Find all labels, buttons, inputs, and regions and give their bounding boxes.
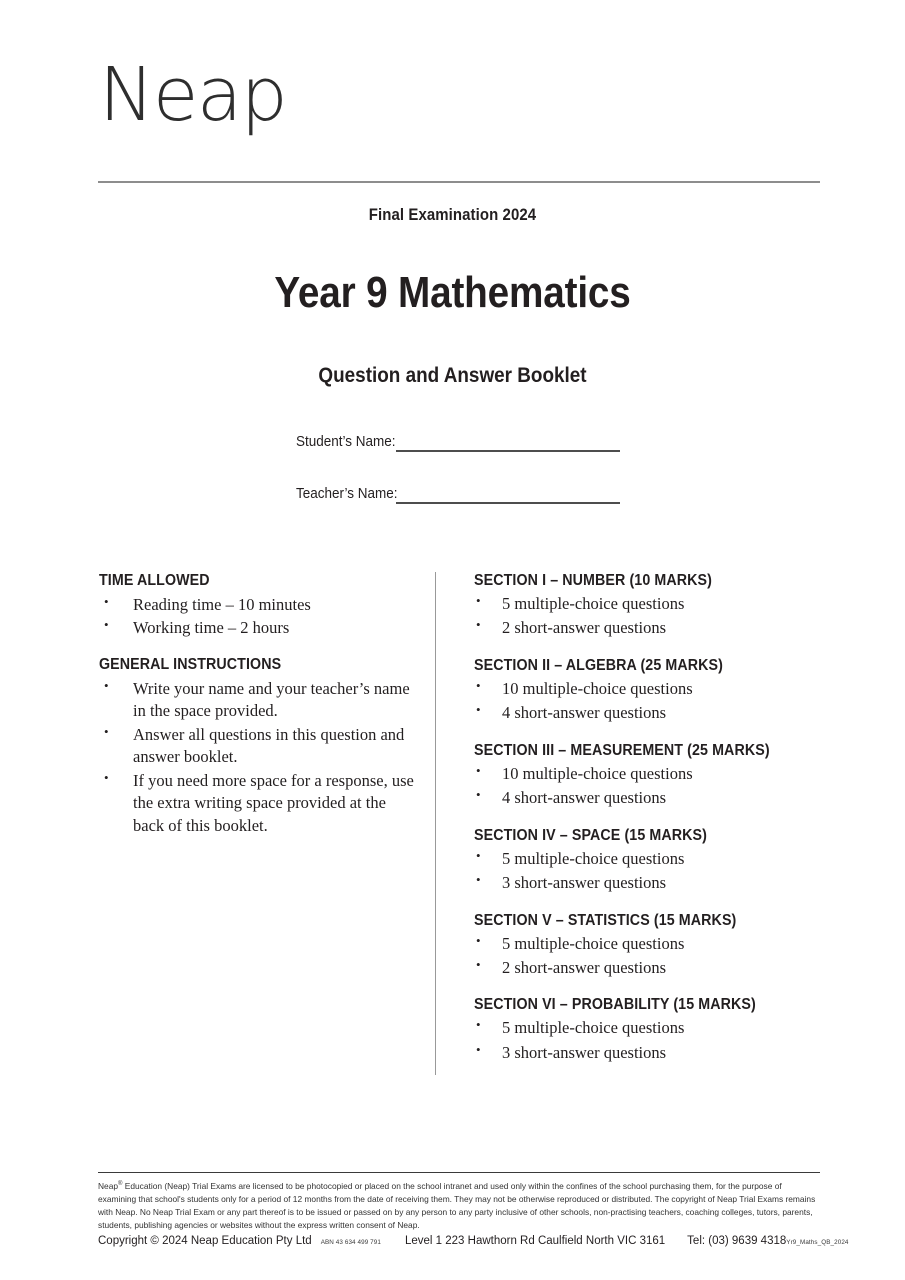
section-probability xyxy=(474,996,814,1064)
time-allowed-block xyxy=(99,572,419,640)
student-name-label: Student’s Name: xyxy=(296,433,396,450)
general-instructions-heading: GENERAL INSTRUCTIONS xyxy=(99,655,282,673)
instructions-column xyxy=(99,572,419,838)
telephone-text: Tel: (03) 9639 4318 xyxy=(687,1235,787,1247)
teacher-name-writing-line[interactable] xyxy=(396,502,620,504)
list-item: • Reading time – 10 minutes xyxy=(99,594,419,616)
section-heading: SECTION IV – SPACE (15 MARKS) xyxy=(474,826,707,844)
teacher-name-field[interactable] xyxy=(296,485,409,502)
page-title: Year 9 Mathematics xyxy=(274,268,631,317)
section-item-list xyxy=(474,678,814,725)
list-item: • 4 short-answer questions xyxy=(474,702,814,724)
list-item: • 5 multiple-choice questions xyxy=(474,848,814,870)
address-text: Level 1 223 Hawthorn Rd Caulfield North VIC 3161 xyxy=(404,1235,666,1247)
list-item: • 2 short-answer questions xyxy=(474,957,814,979)
document-code: Yr9_Maths_QB_2024 xyxy=(786,1239,849,1246)
licence-body: Education (Neap) Trial Exams are licensed to be photocopied or placed on the school intranet and used only within the confines of the school purchasing them, for the purpose of examining that school's students only for a period of 12 months from the date of receiving them. They may not be otherwise reproduced or distributed. The copyright of Neap Trial Exams remains with Neap. No Neap Trial Exam or any part thereof is to be issued or passed on by any person to any party inclusive of other schools, non-practising teachers, coaching colleges, tutors, parents, students, publishing agencies or websites without the express written consent of Neap. xyxy=(98,1181,816,1231)
student-name-writing-line[interactable] xyxy=(396,450,620,452)
section-measurement xyxy=(474,742,814,810)
header-divider xyxy=(98,181,820,183)
licence-brand: Neap xyxy=(98,1181,119,1191)
exam-session-label: Final Examination 2024 xyxy=(368,205,537,224)
list-item: • 5 multiple-choice questions xyxy=(474,933,814,955)
list-item: • 3 short-answer questions xyxy=(474,1042,814,1064)
abn-text: ABN 43 634 499 791 xyxy=(320,1239,381,1246)
list-item: • 4 short-answer questions xyxy=(474,787,814,809)
footer-divider xyxy=(98,1172,820,1173)
section-heading: SECTION II – ALGEBRA (25 MARKS) xyxy=(474,656,724,674)
column-divider xyxy=(435,572,436,1075)
neap-logo: Neap xyxy=(99,52,287,138)
general-instructions-list xyxy=(99,678,419,837)
list-item: • 5 multiple-choice questions xyxy=(474,593,814,615)
section-item-list xyxy=(474,848,814,895)
list-item: • 5 multiple-choice questions xyxy=(474,1017,814,1039)
section-item-list xyxy=(474,593,814,640)
time-allowed-heading: TIME ALLOWED xyxy=(99,572,210,589)
licence-fine-print xyxy=(98,1180,822,1232)
list-item: • 10 multiple-choice questions xyxy=(474,763,814,785)
time-allowed-list xyxy=(99,594,419,640)
registered-trademark-icon: ® xyxy=(118,1181,123,1188)
section-item-list xyxy=(474,933,814,980)
general-instructions-block xyxy=(99,656,419,837)
section-heading: SECTION III – MEASUREMENT (25 MARKS) xyxy=(474,741,770,759)
section-item-list xyxy=(474,1017,814,1064)
section-algebra xyxy=(474,657,814,725)
teacher-name-label: Teacher’s Name: xyxy=(296,485,398,502)
section-item-list xyxy=(474,763,814,810)
section-statistics xyxy=(474,912,814,980)
list-item: • 3 short-answer questions xyxy=(474,872,814,894)
list-item: • 10 multiple-choice questions xyxy=(474,678,814,700)
section-space xyxy=(474,827,814,895)
list-item: • If you need more space for a response, use the extra writing space provided at the back of this booklet. xyxy=(99,770,419,837)
page-subtitle: Question and Answer Booklet xyxy=(318,364,587,387)
student-name-field[interactable] xyxy=(296,433,407,450)
list-item: • 2 short-answer questions xyxy=(474,617,814,639)
list-item: • Working time – 2 hours xyxy=(99,617,419,639)
list-item: • Answer all questions in this question and answer booklet. xyxy=(99,724,419,769)
section-heading: SECTION V – STATISTICS (15 MARKS) xyxy=(474,911,737,929)
copyright-row xyxy=(98,1235,849,1247)
section-heading: SECTION I – NUMBER (10 MARKS) xyxy=(474,572,712,589)
section-number xyxy=(474,572,814,640)
list-item: • Write your name and your teacher’s name in the space provided. xyxy=(99,678,419,723)
section-heading: SECTION VI – PROBABILITY (15 MARKS) xyxy=(474,996,756,1014)
copyright-text: Copyright © 2024 Neap Education Pty Ltd xyxy=(98,1235,312,1247)
sections-column xyxy=(474,572,814,1066)
